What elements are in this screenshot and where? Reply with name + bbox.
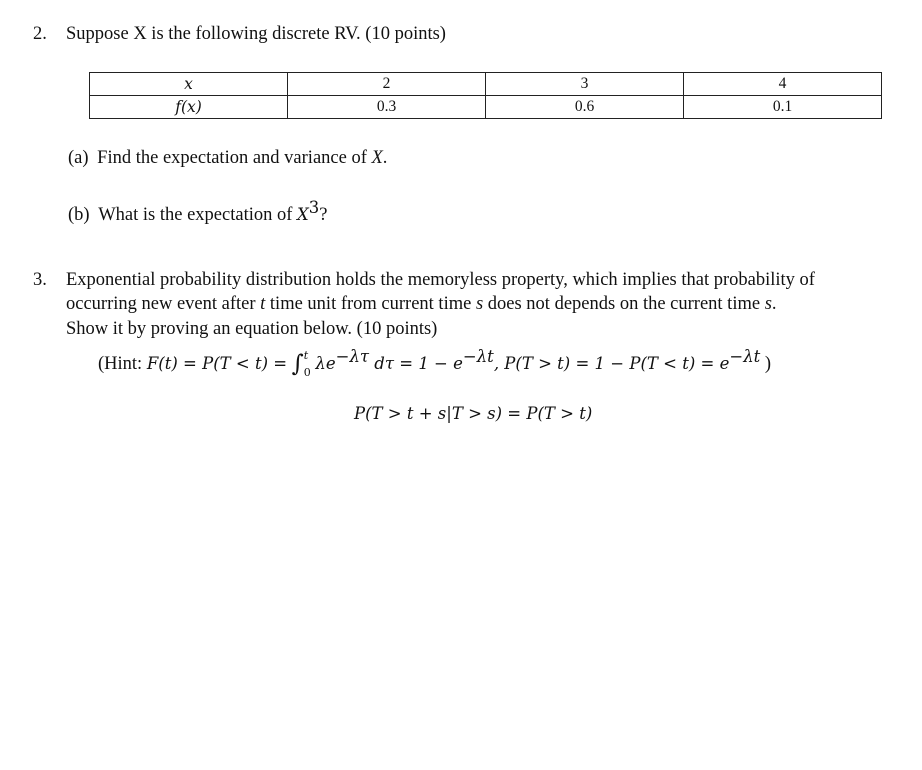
table-row [90,96,882,119]
table-row [90,73,882,96]
table-cell: 2 [288,73,486,96]
question-2b-text: What is the expectation of [98,205,298,226]
integrand-exponent: −λτ [335,347,370,366]
text-span: time unit from current time [265,294,476,314]
integral-lower: 0 [303,365,311,379]
table-cell: 0.3 [288,96,486,119]
question-2b-label: (b) [68,205,90,226]
question-2b-end: ? [319,205,328,226]
text-span: does not depends on the current time [483,294,765,314]
table-cell: 0.6 [486,96,684,119]
integrand: λe [315,354,336,374]
survival-function: , P(T > t) = 1 − P(T < t) = e [493,354,730,374]
integral-sign: ∫ [291,351,304,378]
question-2b-variable: X [297,205,309,225]
question-3-line-2 [66,294,777,315]
table-cell: 4 [684,73,882,96]
question-2a [68,148,387,169]
distribution-table [89,72,882,119]
survival-exponent: −λt [729,347,761,366]
question-2a-end: . [382,148,388,168]
integral-upper: t [303,348,309,362]
integral-result: dτ = 1 − e [369,354,463,374]
result-exponent: −λt [462,347,494,366]
variable-s: s [764,294,772,314]
question-2-number: 2. [33,24,47,44]
question-2b-exponent: 3 [308,198,320,217]
variable-s: s [475,294,484,314]
question-2a-label: (a) [68,148,89,168]
hint-open: (Hint: [98,354,143,375]
question-3-line-1: Exponential probability distribution holds the memoryless property, which implies that probability of [66,270,815,290]
hint-close: ) [760,354,772,375]
text-span: . [771,294,777,314]
question-3-number: 3. [33,270,47,290]
integral-limits [303,348,311,379]
hint-cdf: F(t) = P(T < t) = [146,354,288,374]
variable-t: t [260,294,266,314]
table-cell: f(x) [90,96,288,119]
question-2b [68,198,327,226]
table-cell: 3 [486,73,684,96]
question-2-text: Suppose X is the following discrete RV. (10 points) [66,24,446,44]
text-span: occurring new event after [66,294,261,314]
question-2a-variable: X [371,148,383,168]
question-3-line-3: Show it by proving an equation below. (10 points) [66,319,438,339]
question-2a-text: Find the expectation and variance of [97,148,372,168]
table-cell: 0.1 [684,96,882,119]
table-cell: x [90,73,288,96]
hint-formula [98,347,772,379]
memoryless-equation: P(T > t + s|T > s) = P(T > t) [354,404,593,423]
